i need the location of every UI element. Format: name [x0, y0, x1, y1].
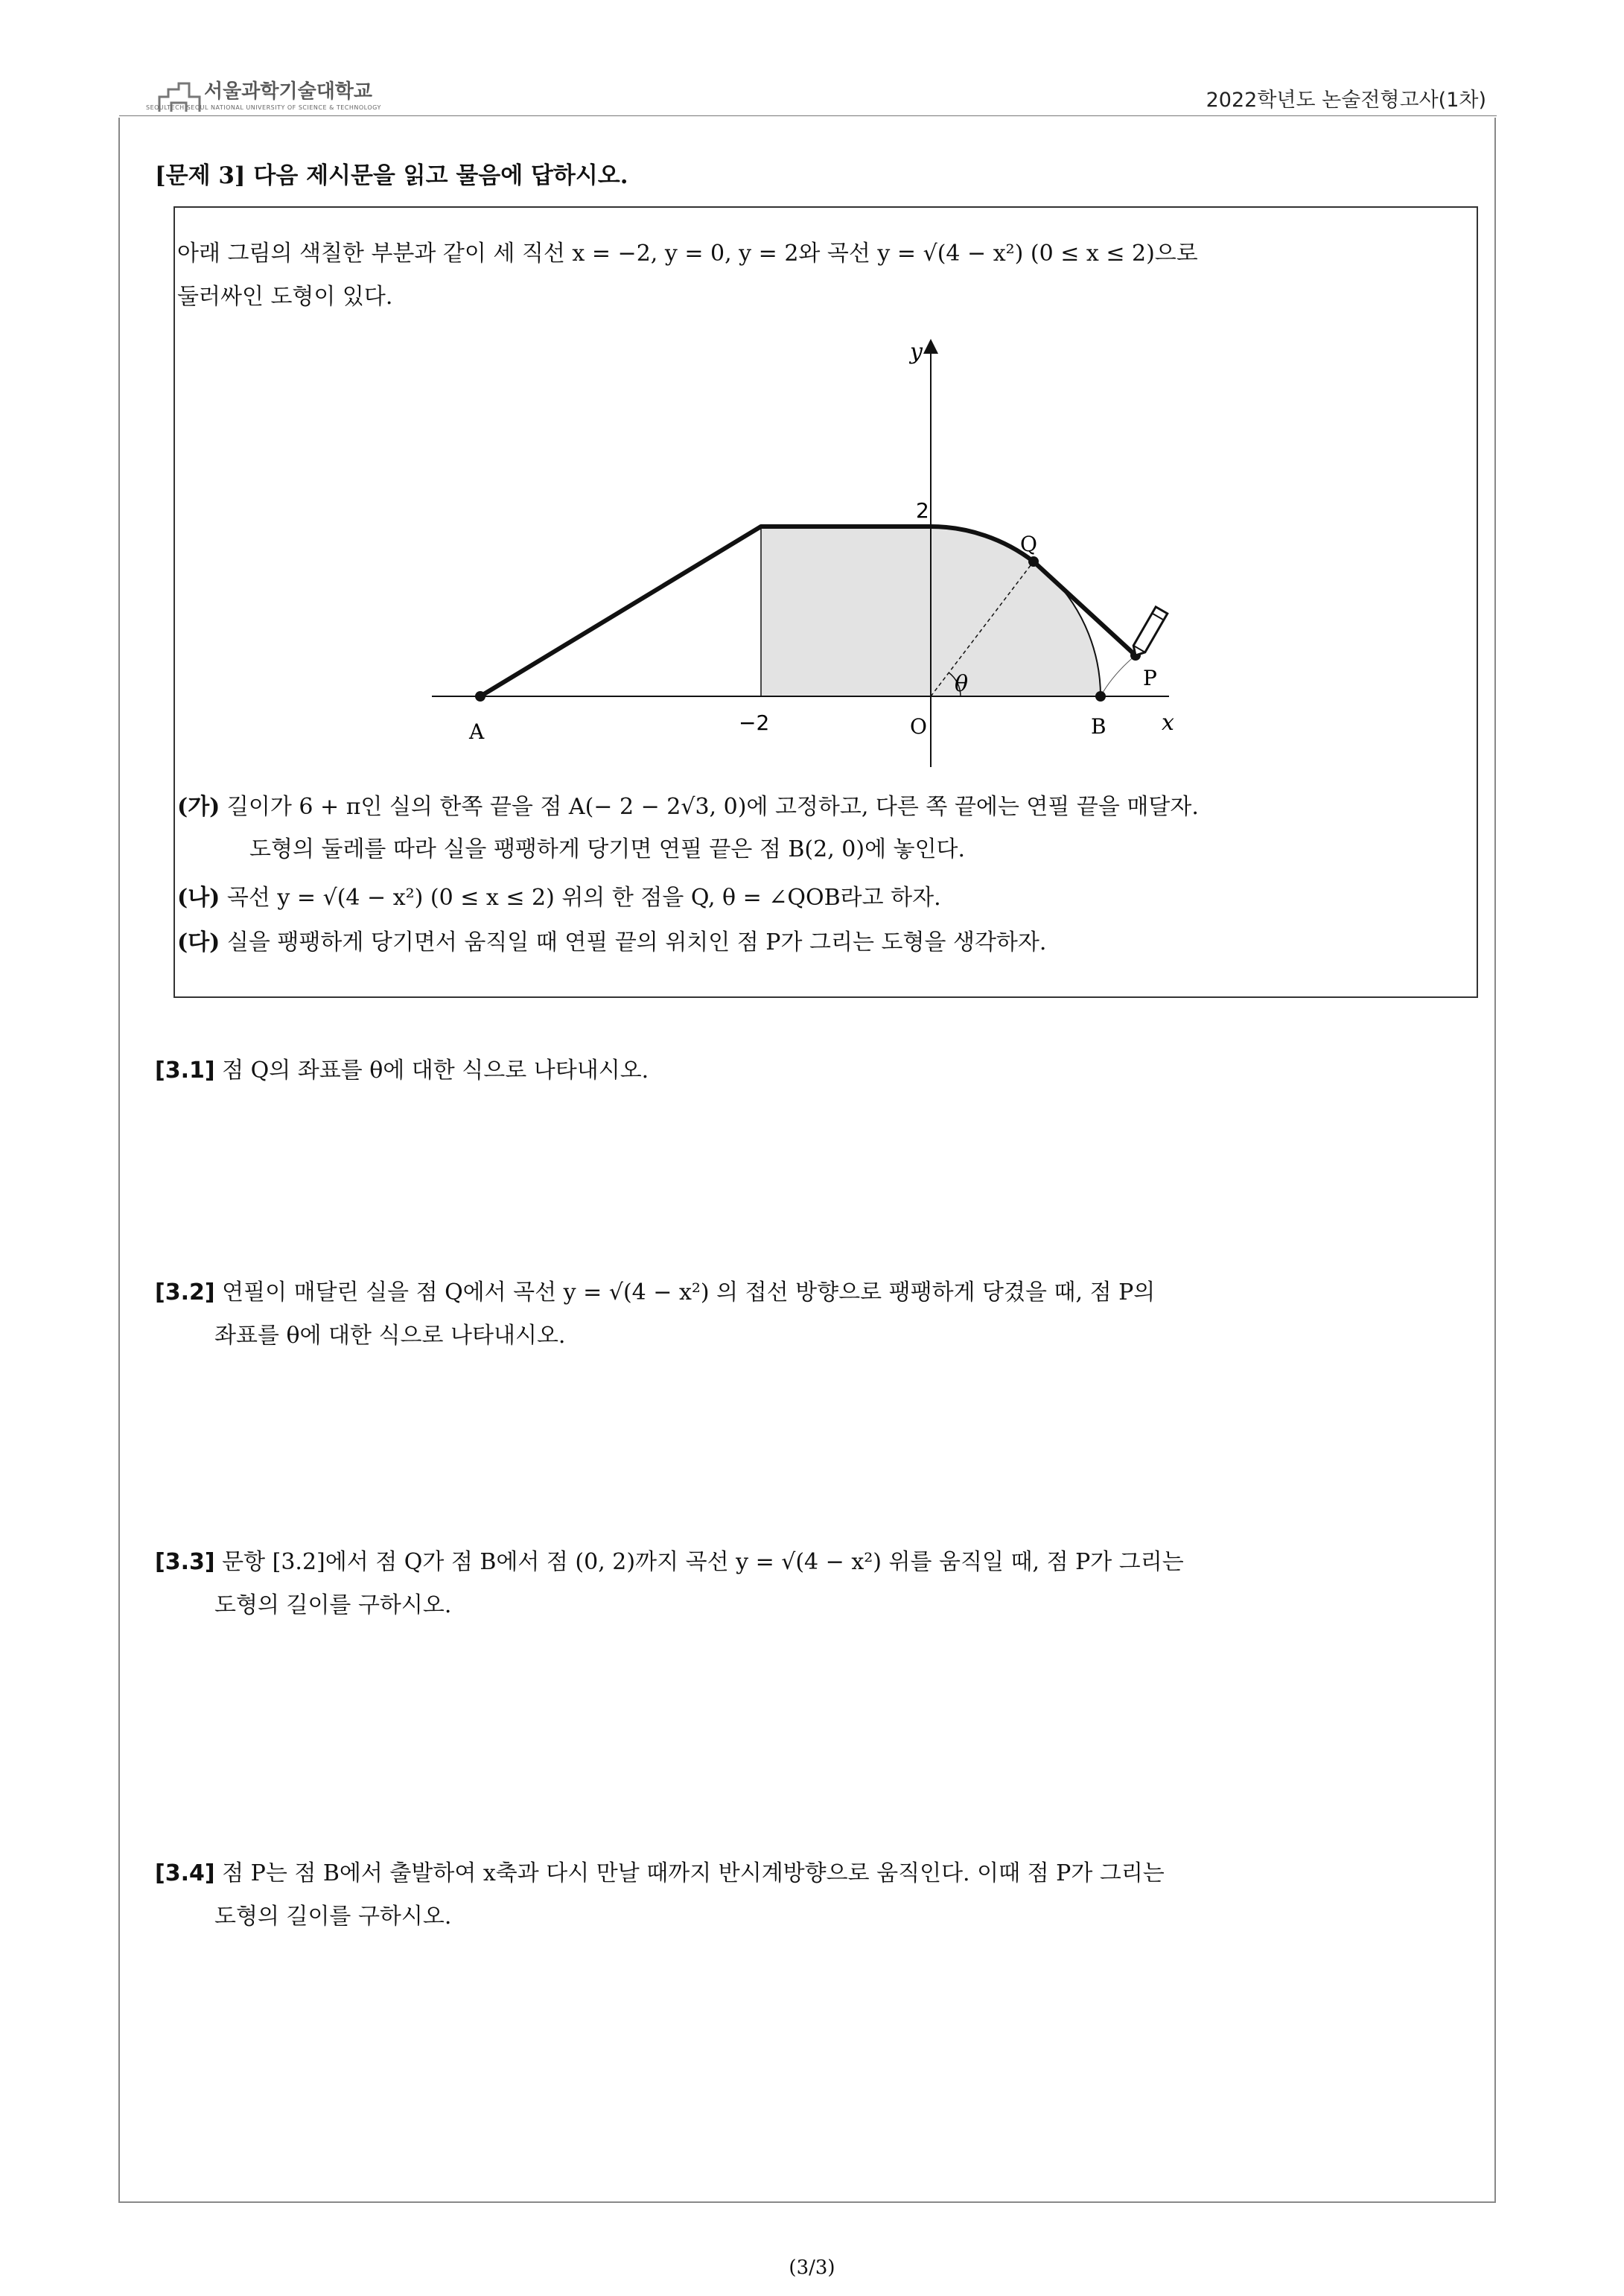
problem-figure — [424, 328, 1244, 782]
header-divider — [119, 115, 1497, 116]
label-theta: θ — [955, 671, 969, 697]
logo-english-text: SEOULTECH SEOUL NATIONAL UNIVERSITY OF SCIENCE & TECHNOLOGY — [146, 104, 381, 111]
label-two: 2 — [916, 498, 929, 523]
point-A — [475, 691, 485, 702]
question-3-2-line2: 좌표를 θ에 대한 식으로 나타내시오. — [214, 1323, 566, 1349]
condition-na — [177, 879, 941, 912]
label-minus-two: −2 — [739, 710, 770, 735]
question-3-1-text: 점 Q의 좌표를 θ에 대한 식으로 나타내시오. — [222, 1058, 649, 1084]
condition-da-text: 실을 팽팽하게 당기면서 움직일 때 연필 끝의 위치인 점 P가 그리는 도형을 생각하자. — [226, 929, 1047, 955]
label-origin: O — [910, 714, 927, 739]
question-3-4-label: [3.4] — [155, 1860, 215, 1886]
condition-ga-line2: 도형의 둘레를 따라 실을 팽팽하게 당기면 연필 끝은 점 B(2, 0)에 놓인다. — [249, 836, 966, 862]
involute-curve — [1101, 655, 1136, 696]
question-3-1-label: [3.1] — [155, 1058, 215, 1084]
label-A: A — [469, 719, 485, 744]
question-3-4-line2: 도형의 길이를 구하시오. — [214, 1904, 452, 1930]
condition-ga-text: 길이가 6 + π인 실의 한쪽 끝을 점 A(− 2 − 2√3, 0)에 고정하고, 다른 쪽 끝에는 연필 끝을 매달자. — [226, 794, 1199, 820]
problem-title: [문제 3] 다음 제시문을 읽고 물음에 답하시오. — [155, 162, 628, 189]
question-3-3-line2: 도형의 길이를 구하시오. — [214, 1592, 452, 1618]
condition-ga-label: (가) — [177, 794, 220, 820]
question-3-3-text: 문항 [3.2]에서 점 Q가 점 B에서 점 (0, 2)까지 곡선 y = √(4 − x²) 위를 움직일 때, 점 P가 그리는 — [222, 1549, 1184, 1575]
intro-line-1: 아래 그림의 색칠한 부분과 같이 세 직선 x = −2, y = 0, y = 2와 곡선 y = √(4 − x²) (0 ≤ x ≤ 2)으로 — [177, 241, 1198, 267]
problem-intro — [177, 232, 1473, 319]
label-x-axis: x — [1162, 710, 1174, 736]
page-header — [146, 71, 1494, 116]
intro-line-2: 둘러싸인 도형이 있다. — [177, 284, 393, 310]
label-Q: Q — [1020, 532, 1037, 556]
point-B — [1095, 691, 1106, 702]
pencil-icon — [1130, 607, 1168, 659]
point-Q — [1028, 556, 1039, 567]
label-P: P — [1143, 666, 1157, 690]
logo-korean-text: 서울과학기술대학교 — [204, 80, 373, 103]
page-number: (3/3) — [789, 2257, 835, 2279]
condition-ga — [177, 788, 1199, 821]
question-3-2-label: [3.2] — [155, 1279, 215, 1306]
question-3-3 — [155, 1543, 1184, 1576]
label-B: B — [1091, 714, 1106, 739]
question-3-3-label: [3.3] — [155, 1549, 215, 1575]
question-3-2 — [155, 1273, 1155, 1306]
label-y-axis: y — [910, 339, 923, 365]
condition-na-text: 곡선 y = √(4 − x²) (0 ≤ x ≤ 2) 위의 한 점을 Q, θ = ∠QOB라고 하자. — [226, 885, 941, 911]
question-3-4 — [155, 1854, 1165, 1887]
condition-da — [177, 923, 1046, 956]
condition-na-label: (나) — [177, 885, 220, 911]
question-3-4-text: 점 P는 점 B에서 출발하여 x축과 다시 만날 때까지 반시계방향으로 움직인다. 이때 점 P가 그리는 — [222, 1860, 1165, 1886]
question-3-2-text: 연필이 매달린 실을 점 Q에서 곡선 y = √(4 − x²) 의 접선 방향으로 팽팽하게 당겼을 때, 점 P의 — [222, 1279, 1156, 1306]
question-3-1 — [155, 1052, 649, 1084]
exam-title: 2022학년도 논술전형고사(1차) — [1206, 89, 1486, 112]
condition-da-label: (다) — [177, 929, 220, 955]
